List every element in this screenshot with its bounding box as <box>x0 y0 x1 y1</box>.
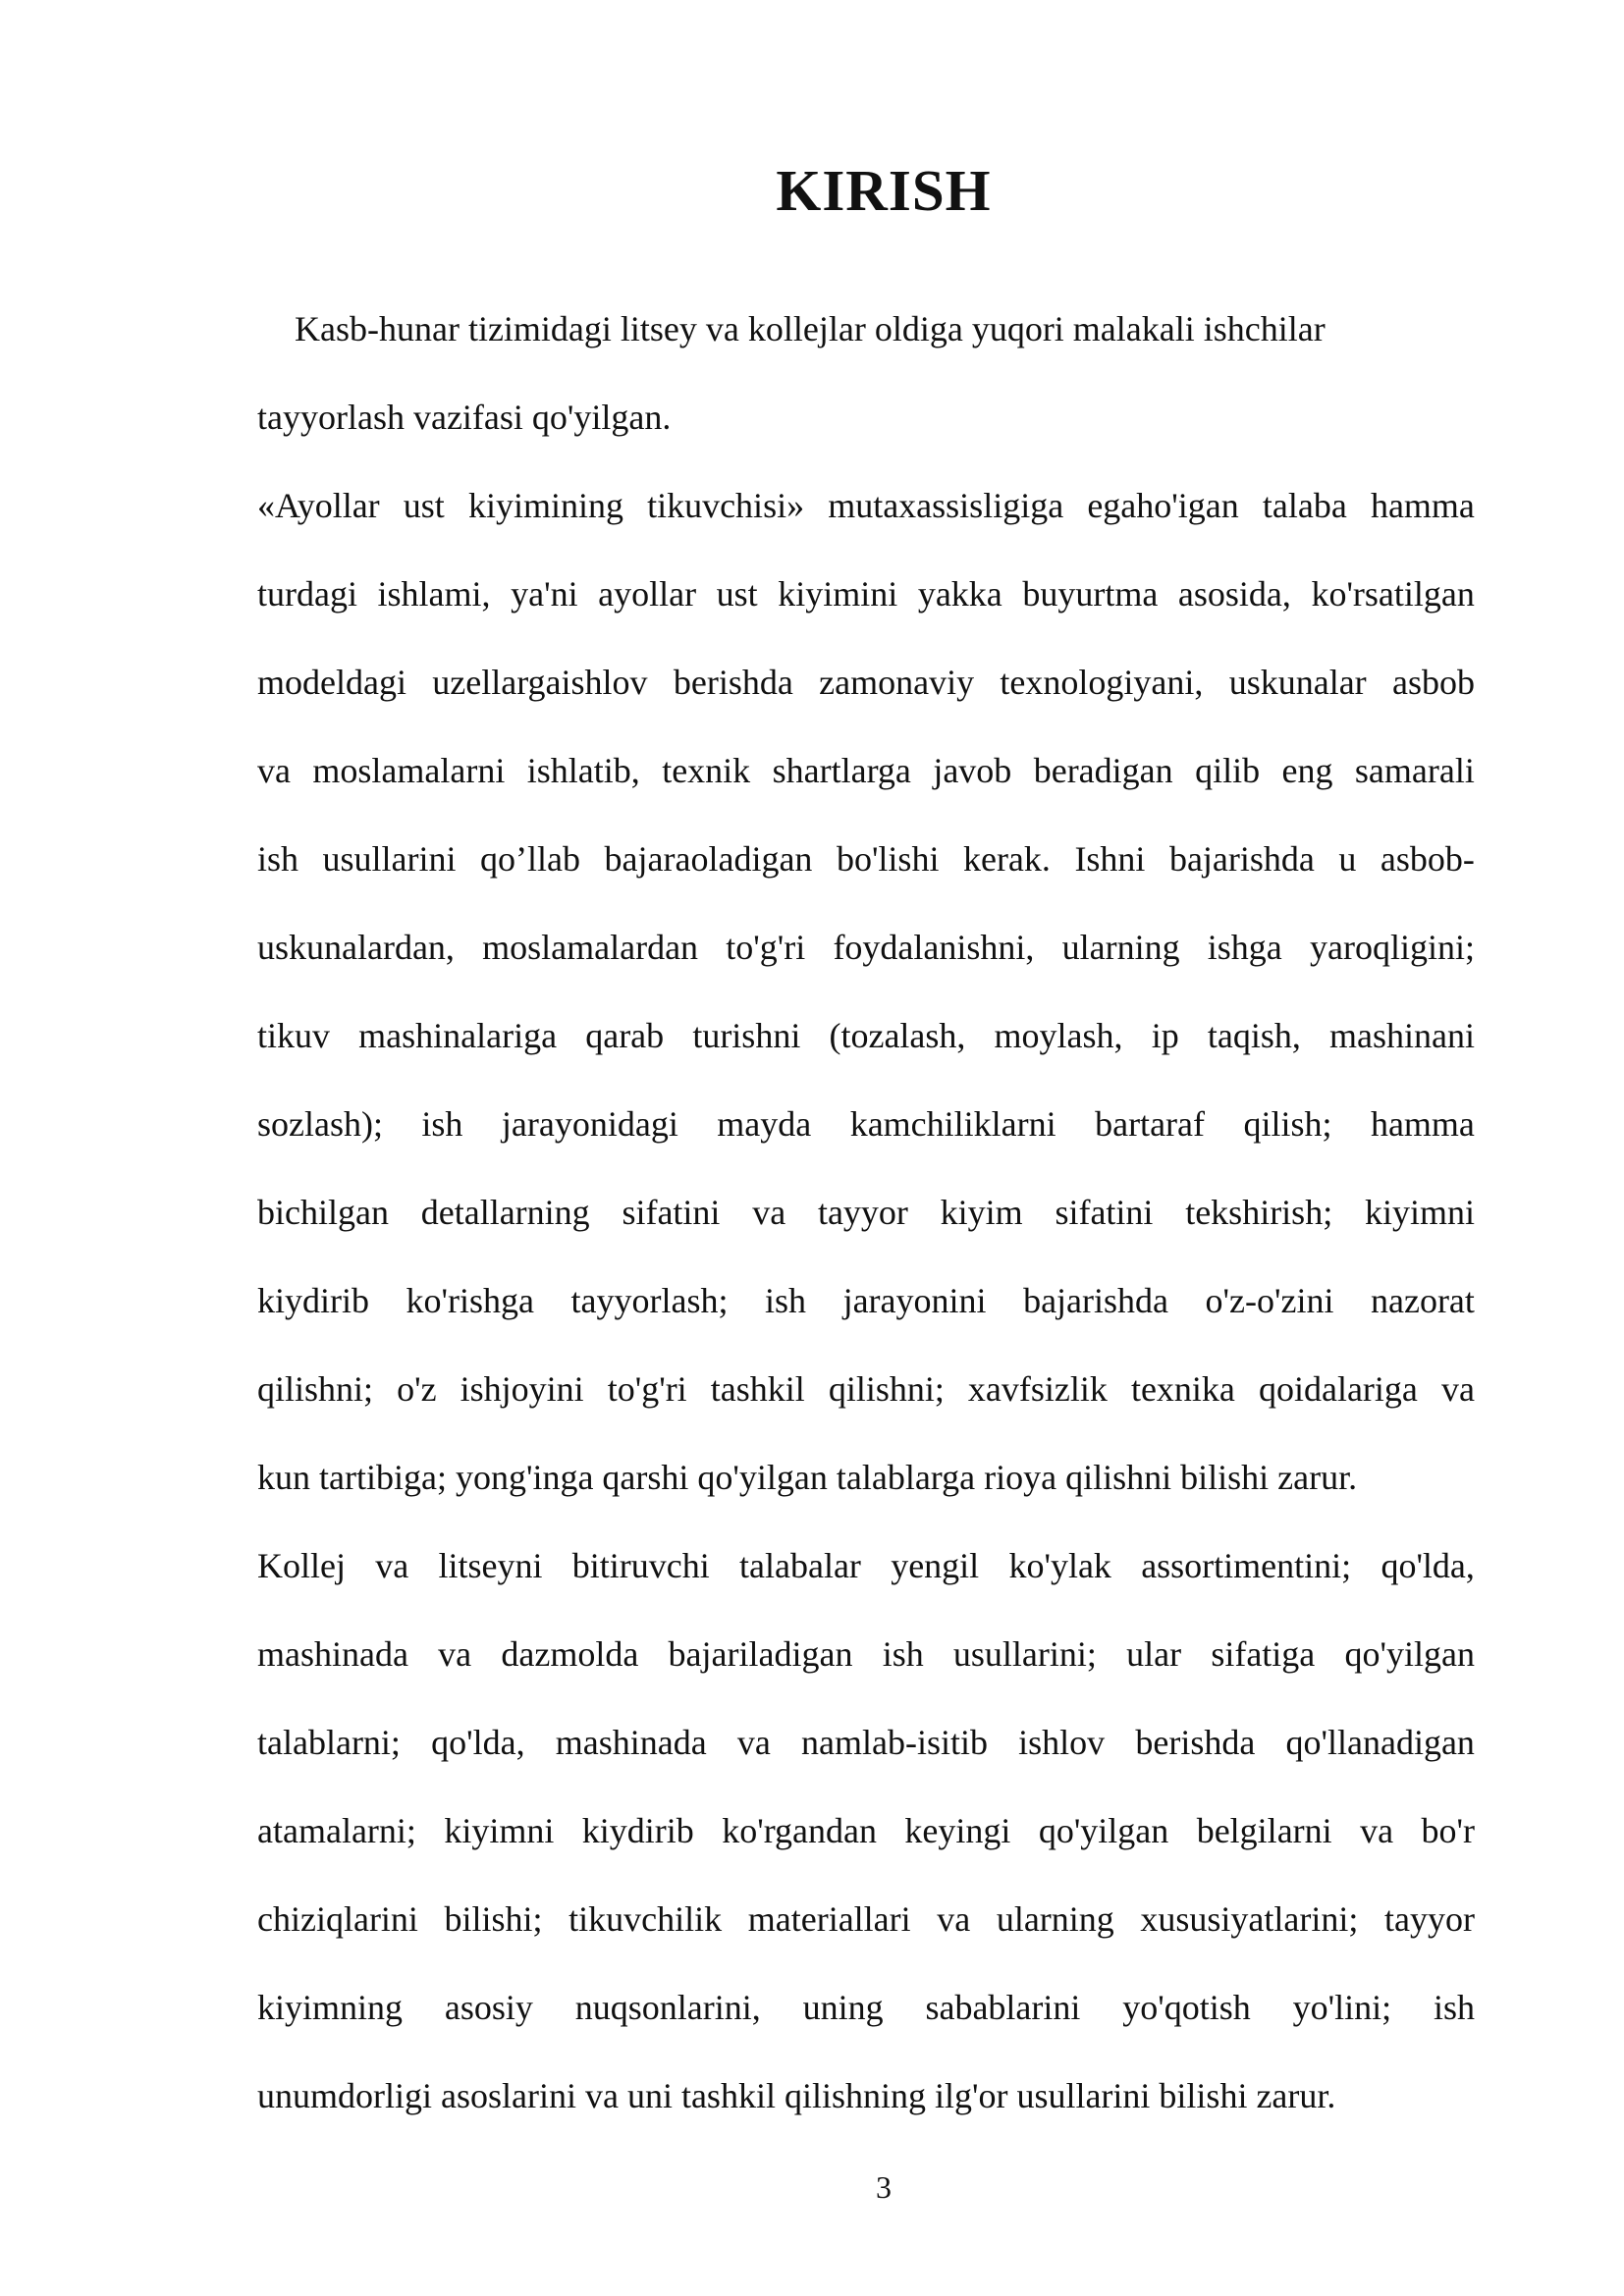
body-line: tikuv mashinalariga qarab turishni (tozalash, moylash, ip taqish, mashinani <box>257 1016 1475 1055</box>
body-line: bichilgan detallarning sifatini va tayyor kiyim sifatini tekshirish; kiyimni <box>257 1193 1475 1232</box>
body-line: turdagi ishlami, ya'ni ayollar ust kiyimini yakka buyurtma asosida, ko'rsatilgan <box>257 574 1475 614</box>
body-line: kun tartibiga; yong'inga qarshi qo'yilgan talablarga rioya qilishni bilishi zarur. <box>257 1458 1358 1497</box>
body-line: kiydirib ko'rishga tayyorlash; ish jarayonini bajarishda o'z-o'zini nazorat <box>257 1281 1475 1320</box>
body-line: chiziqlarini bilishi; tikuvchilik materiallari va ularning xususiyatlarini; tayyor <box>257 1899 1475 1939</box>
body-line: «Ayollar ust kiyimining tikuvchisi» mutaxassisligiga egaho'igan talaba hamma <box>257 486 1475 525</box>
intro-line: Kasb-hunar tizimidagi litsey va kollejlar oldiga yuqori malakali ishchilar <box>295 309 1326 348</box>
body-line: unumdorligi asoslarini va uni tashkil qilishning ilg'or usullarini bilishi zarur. <box>257 2076 1336 2115</box>
body-line: atamalarni; kiyimni kiydirib ko'rgandan keyingi qo'yilgan belgilarni va bo'r <box>257 1811 1475 1850</box>
page-title: KIRISH <box>776 158 992 223</box>
body-line: ish usullarini qo’llab bajaraoladigan bo'lishi kerak. Ishni bajarishda u asbob- <box>257 839 1475 879</box>
page-number: 3 <box>876 2169 892 2205</box>
body-line: talablarni; qo'lda, mashinada va namlab-isitib ishlov berishda qo'llanadigan <box>257 1723 1475 1762</box>
body-line: mashinada va dazmolda bajariladigan ish usullarini; ular sifatiga qo'yilgan <box>257 1634 1475 1674</box>
body-line: qilishni; o'z ishjoyini to'g'ri tashkil qilishni; xavfsizlik texnika qoidalariga va <box>257 1369 1475 1409</box>
body-line: uskunalardan, moslamalardan to'g'ri foydalanishni, ularning ishga yaroqligini; <box>257 928 1475 967</box>
body-line: sozlash); ish jarayonidagi mayda kamchiliklarni bartaraf qilish; hamma <box>257 1104 1475 1144</box>
body-line: va moslamalarni ishlatib, texnik shartlarga javob beradigan qilib eng samarali <box>257 751 1475 790</box>
body-line: Kollej va litseyni bitiruvchi talabalar yengil ko'ylak assortimentini; qo'lda, <box>257 1546 1475 1585</box>
body-line: kiyimning asosiy nuqsonlarini, uning sabablarini yo'qotish yo'lini; ish <box>257 1988 1475 2027</box>
intro-line: tayyorlash vazifasi qo'yilgan. <box>257 398 672 437</box>
intro-paragraph <box>257 285 1475 461</box>
body-paragraph <box>257 461 1475 2140</box>
body-line: modeldagi uzellargaishlov berishda zamonaviy texnologiyani, uskunalar asbob <box>257 663 1475 702</box>
